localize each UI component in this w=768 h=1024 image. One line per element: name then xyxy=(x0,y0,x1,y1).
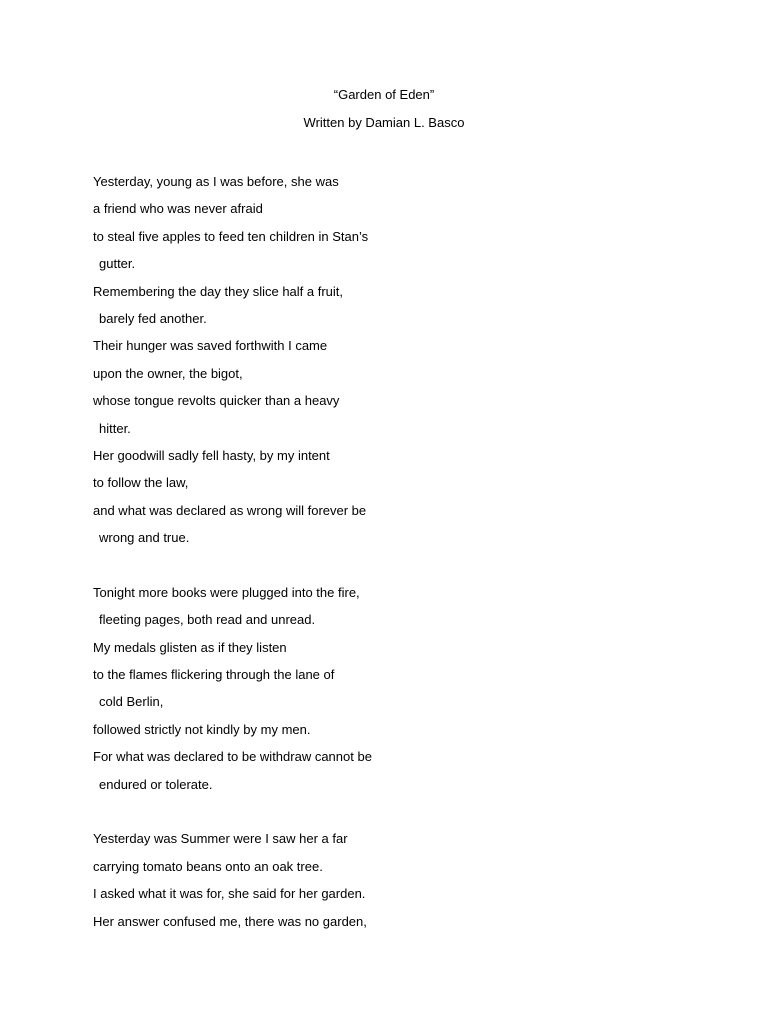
poem-line: Remembering the day they slice half a fruit, xyxy=(93,283,344,299)
poem-line: Yesterday was Summer were I saw her a far xyxy=(93,831,348,847)
poem-line: gutter. xyxy=(99,256,136,272)
poem-line: whose tongue revolts quicker than a heavy xyxy=(93,393,340,409)
poem-line: My medals glisten as if they listen xyxy=(93,639,287,655)
poem-title: “Garden of Eden” xyxy=(333,87,435,102)
poem-line: to the flames flickering through the lane of xyxy=(93,667,335,683)
poem-line: followed strictly not kindly by my men. xyxy=(93,721,311,737)
poem-line: barely fed another. xyxy=(99,310,207,326)
poem-line: a friend who was never afraid xyxy=(93,201,263,217)
poem-line: Tonight more books were plugged into the fire, xyxy=(93,584,360,600)
poem-line: and what was declared as wrong will forever be xyxy=(93,502,367,518)
stanza-1 xyxy=(93,168,693,551)
poem-line: to follow the law, xyxy=(93,475,189,491)
poem-line: Their hunger was saved forthwith I came xyxy=(93,338,328,354)
poem-line: cold Berlin, xyxy=(99,694,164,710)
poem-line: carrying tomato beans onto an oak tree. xyxy=(93,858,323,874)
poem-line: I asked what it was for, she said for her garden. xyxy=(93,886,366,902)
poem-body xyxy=(93,168,693,935)
poem-line: For what was declared to be withdraw cannot be xyxy=(93,749,372,765)
poem-line: endured or tolerate. xyxy=(99,776,213,792)
poem-line: upon the owner, the bigot, xyxy=(93,365,243,381)
stanza-2 xyxy=(93,579,693,798)
poem-line: Yesterday, young as I was before, she was xyxy=(93,174,339,189)
poem-line: hitter. xyxy=(99,420,131,436)
poem-line: Her goodwill sadly fell hasty, by my intent xyxy=(93,447,330,463)
poem-line: wrong and true. xyxy=(99,530,190,546)
author-line: Written by Damian L. Basco xyxy=(303,115,465,130)
stanza-break xyxy=(93,798,693,825)
poem-line: Her answer confused me, there was no garden, xyxy=(93,913,367,929)
poem-line: fleeting pages, both read and unread. xyxy=(99,612,316,628)
stanza-break xyxy=(93,551,693,578)
poem-line: to steal five apples to feed ten children in Stan’s xyxy=(93,228,369,244)
stanza-3 xyxy=(93,825,693,935)
